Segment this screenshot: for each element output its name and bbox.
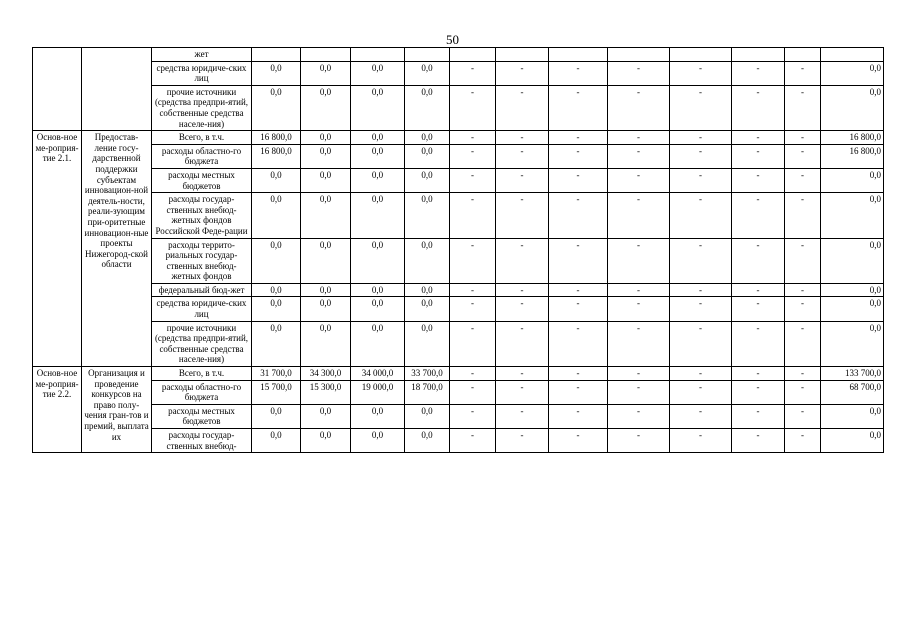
table-row (33, 61, 884, 85)
value-cell: 15 300,0 (301, 380, 351, 404)
value-cell: 19 000,0 (351, 380, 405, 404)
value-cell: - (450, 168, 496, 192)
value-cell: - (608, 380, 670, 404)
value-cell: - (496, 283, 549, 297)
value-cell: - (670, 297, 732, 321)
value-cell: 0,0 (252, 297, 301, 321)
value-cell: - (785, 404, 821, 428)
value-cell: - (670, 283, 732, 297)
value-cell: 0,0 (405, 144, 450, 168)
value-cell: - (785, 168, 821, 192)
activity-cell: Основ-ное ме-роприя-тие 2.2. (33, 367, 82, 453)
total-cell: 0,0 (821, 61, 884, 85)
value-cell: 0,0 (301, 61, 351, 85)
funding-table (32, 47, 884, 453)
value-cell: 0,0 (405, 321, 450, 366)
value-cell: - (732, 144, 785, 168)
value-cell: 0,0 (252, 168, 301, 192)
value-cell: - (608, 61, 670, 85)
total-cell: 0,0 (821, 193, 884, 238)
value-cell: 0,0 (351, 85, 405, 130)
value-cell: - (785, 429, 821, 453)
value-cell: - (496, 297, 549, 321)
value-cell: - (670, 144, 732, 168)
value-cell: 0,0 (301, 429, 351, 453)
total-cell: 0,0 (821, 404, 884, 428)
total-cell: 16 800,0 (821, 131, 884, 145)
value-cell: - (450, 283, 496, 297)
value-cell: 0,0 (351, 297, 405, 321)
value-cell: - (732, 238, 785, 283)
value-cell: - (549, 297, 608, 321)
value-cell: 0,0 (351, 168, 405, 192)
total-cell: 0,0 (821, 85, 884, 130)
value-cell: - (549, 144, 608, 168)
value-cell: - (670, 321, 732, 366)
value-cell: - (496, 85, 549, 130)
value-cell: 0,0 (351, 131, 405, 145)
value-cell: - (670, 193, 732, 238)
value-cell: - (670, 85, 732, 130)
value-cell: - (549, 321, 608, 366)
value-cell: 0,0 (252, 238, 301, 283)
value-cell: - (785, 283, 821, 297)
value-cell: - (608, 321, 670, 366)
table-row (33, 283, 884, 297)
value-cell: - (785, 380, 821, 404)
value-cell: - (670, 238, 732, 283)
value-cell: - (670, 61, 732, 85)
value-cell: 0,0 (252, 85, 301, 130)
description-cell: Предостав-ление госу-дарственной поддержки субъектам инновацион-ной деятель-ности, реали-зующим при-оритетные инновацион-ные проекты Нижегород-ской области (82, 131, 152, 367)
table-row (33, 238, 884, 283)
value-cell: - (785, 238, 821, 283)
total-cell: 68 700,0 (821, 380, 884, 404)
table-row (33, 85, 884, 130)
value-cell: 0,0 (351, 61, 405, 85)
value-cell: - (732, 131, 785, 145)
value-cell: - (608, 193, 670, 238)
funding-source-cell: прочие источники (средства предпри-ятий, собственные средства населе-ния) (152, 85, 252, 130)
value-cell: 0,0 (351, 283, 405, 297)
value-cell: 0,0 (301, 193, 351, 238)
value-cell: 0,0 (351, 404, 405, 428)
table-row (33, 144, 884, 168)
value-cell (252, 48, 301, 62)
value-cell: - (450, 131, 496, 145)
funding-source-cell: расходы государ-ственных внебюд-жетных фондов Российской Феде-рации (152, 193, 252, 238)
value-cell: - (732, 85, 785, 130)
value-cell: - (670, 429, 732, 453)
value-cell: - (785, 297, 821, 321)
value-cell: - (670, 404, 732, 428)
value-cell: - (608, 144, 670, 168)
value-cell: - (450, 367, 496, 381)
value-cell (608, 48, 670, 62)
value-cell: 34 300,0 (301, 367, 351, 381)
total-cell: 0,0 (821, 168, 884, 192)
value-cell: - (549, 283, 608, 297)
funding-source-cell: расходы областно-го бюджета (152, 380, 252, 404)
value-cell: 16 800,0 (252, 131, 301, 145)
table-row (33, 168, 884, 192)
total-cell (821, 48, 884, 62)
value-cell: - (732, 168, 785, 192)
value-cell: 0,0 (252, 283, 301, 297)
value-cell: 0,0 (301, 85, 351, 130)
value-cell: - (549, 367, 608, 381)
value-cell: 0,0 (405, 429, 450, 453)
value-cell (670, 48, 732, 62)
value-cell: 15 700,0 (252, 380, 301, 404)
value-cell: - (450, 193, 496, 238)
value-cell: 0,0 (301, 144, 351, 168)
table-row (33, 367, 884, 381)
value-cell: 0,0 (405, 297, 450, 321)
value-cell: 0,0 (252, 404, 301, 428)
table-row (33, 297, 884, 321)
value-cell: - (450, 61, 496, 85)
value-cell: - (732, 283, 785, 297)
value-cell: - (785, 367, 821, 381)
value-cell: - (496, 321, 549, 366)
value-cell: - (450, 238, 496, 283)
value-cell: 0,0 (301, 321, 351, 366)
value-cell: - (450, 144, 496, 168)
value-cell: 16 800,0 (252, 144, 301, 168)
value-cell: - (496, 380, 549, 404)
value-cell: - (608, 85, 670, 130)
table-row (33, 193, 884, 238)
value-cell: - (608, 238, 670, 283)
value-cell: - (785, 131, 821, 145)
value-cell: 0,0 (252, 61, 301, 85)
table-row (33, 404, 884, 428)
value-cell: - (496, 238, 549, 283)
value-cell: - (549, 61, 608, 85)
value-cell: - (450, 321, 496, 366)
value-cell: - (608, 429, 670, 453)
value-cell: 0,0 (351, 429, 405, 453)
value-cell: - (549, 131, 608, 145)
description-cell (82, 48, 152, 131)
table-row (33, 321, 884, 366)
table-row (33, 48, 884, 62)
value-cell: - (496, 429, 549, 453)
value-cell: 0,0 (351, 238, 405, 283)
value-cell: 18 700,0 (405, 380, 450, 404)
total-cell: 0,0 (821, 321, 884, 366)
funding-source-cell: расходы областно-го бюджета (152, 144, 252, 168)
value-cell: 0,0 (405, 131, 450, 145)
value-cell: - (785, 193, 821, 238)
value-cell: 0,0 (301, 283, 351, 297)
value-cell: - (608, 168, 670, 192)
funding-source-cell: расходы государ-ственных внебюд- (152, 429, 252, 453)
value-cell: - (496, 61, 549, 85)
value-cell: - (732, 321, 785, 366)
value-cell: - (496, 193, 549, 238)
value-cell: 0,0 (351, 144, 405, 168)
value-cell: - (549, 429, 608, 453)
value-cell: 33 700,0 (405, 367, 450, 381)
value-cell: 0,0 (405, 168, 450, 192)
table-row (33, 131, 884, 145)
table-row (33, 380, 884, 404)
value-cell: - (496, 404, 549, 428)
value-cell: 0,0 (405, 404, 450, 428)
value-cell: 0,0 (301, 404, 351, 428)
funding-source-cell: расходы местных бюджетов (152, 404, 252, 428)
funding-source-cell: Всего, в т.ч. (152, 131, 252, 145)
value-cell: 0,0 (301, 168, 351, 192)
value-cell: - (785, 144, 821, 168)
value-cell: - (785, 321, 821, 366)
value-cell: - (670, 367, 732, 381)
value-cell (732, 48, 785, 62)
value-cell (301, 48, 351, 62)
value-cell: 0,0 (405, 238, 450, 283)
value-cell: - (549, 193, 608, 238)
value-cell: 34 000,0 (351, 367, 405, 381)
page-number: 50 (446, 32, 459, 47)
value-cell: - (608, 297, 670, 321)
total-cell: 0,0 (821, 429, 884, 453)
value-cell: - (496, 131, 549, 145)
value-cell: - (732, 367, 785, 381)
value-cell (450, 48, 496, 62)
value-cell: 0,0 (351, 193, 405, 238)
funding-source-cell: расходы местных бюджетов (152, 168, 252, 192)
funding-source-cell: средства юридиче-ских лиц (152, 61, 252, 85)
value-cell: - (496, 168, 549, 192)
value-cell: - (608, 283, 670, 297)
value-cell: - (785, 85, 821, 130)
value-cell: 0,0 (301, 238, 351, 283)
total-cell: 0,0 (821, 283, 884, 297)
funding-source-cell: федеральный бюд-жет (152, 283, 252, 297)
description-cell: Организация и проведение конкурсов на право полу-чения гран-тов и премий, выплата их (82, 367, 152, 453)
funding-source-cell: расходы террито-риальных государ-ственных внебюд-жетных фондов (152, 238, 252, 283)
value-cell: - (608, 404, 670, 428)
value-cell: - (732, 193, 785, 238)
value-cell: 0,0 (405, 85, 450, 130)
value-cell: 0,0 (252, 429, 301, 453)
value-cell (549, 48, 608, 62)
activity-cell: Основ-ное ме-роприя-тие 2.1. (33, 131, 82, 367)
value-cell: - (608, 131, 670, 145)
value-cell: - (549, 404, 608, 428)
value-cell: - (549, 168, 608, 192)
total-cell: 0,0 (821, 238, 884, 283)
value-cell: - (450, 429, 496, 453)
funding-source-cell: Всего, в т.ч. (152, 367, 252, 381)
value-cell: - (732, 297, 785, 321)
funding-source-cell: средства юридиче-ских лиц (152, 297, 252, 321)
value-cell: - (549, 85, 608, 130)
value-cell: 0,0 (301, 297, 351, 321)
value-cell: - (670, 168, 732, 192)
value-cell: - (450, 380, 496, 404)
total-cell: 0,0 (821, 297, 884, 321)
funding-source-cell: прочие источники (средства предпри-ятий, собственные средства населе-ния) (152, 321, 252, 366)
total-cell: 16 800,0 (821, 144, 884, 168)
funding-source-cell: жет (152, 48, 252, 62)
value-cell (405, 48, 450, 62)
value-cell: 0,0 (405, 283, 450, 297)
value-cell: - (732, 404, 785, 428)
value-cell: - (785, 61, 821, 85)
value-cell: - (496, 367, 549, 381)
value-cell: 0,0 (301, 131, 351, 145)
value-cell (785, 48, 821, 62)
value-cell: 0,0 (252, 321, 301, 366)
value-cell: 31 700,0 (252, 367, 301, 381)
value-cell (351, 48, 405, 62)
value-cell: 0,0 (351, 321, 405, 366)
total-cell: 133 700,0 (821, 367, 884, 381)
value-cell: 0,0 (405, 61, 450, 85)
table-row (33, 429, 884, 453)
value-cell: - (608, 367, 670, 381)
value-cell: - (450, 85, 496, 130)
value-cell: - (670, 380, 732, 404)
value-cell: 0,0 (252, 193, 301, 238)
value-cell: - (450, 404, 496, 428)
activity-cell (33, 48, 82, 131)
value-cell: - (549, 380, 608, 404)
value-cell: - (549, 238, 608, 283)
value-cell: - (670, 131, 732, 145)
value-cell: - (732, 61, 785, 85)
value-cell: 0,0 (405, 193, 450, 238)
value-cell (496, 48, 549, 62)
value-cell: - (450, 297, 496, 321)
value-cell: - (496, 144, 549, 168)
value-cell: - (732, 429, 785, 453)
value-cell: - (732, 380, 785, 404)
